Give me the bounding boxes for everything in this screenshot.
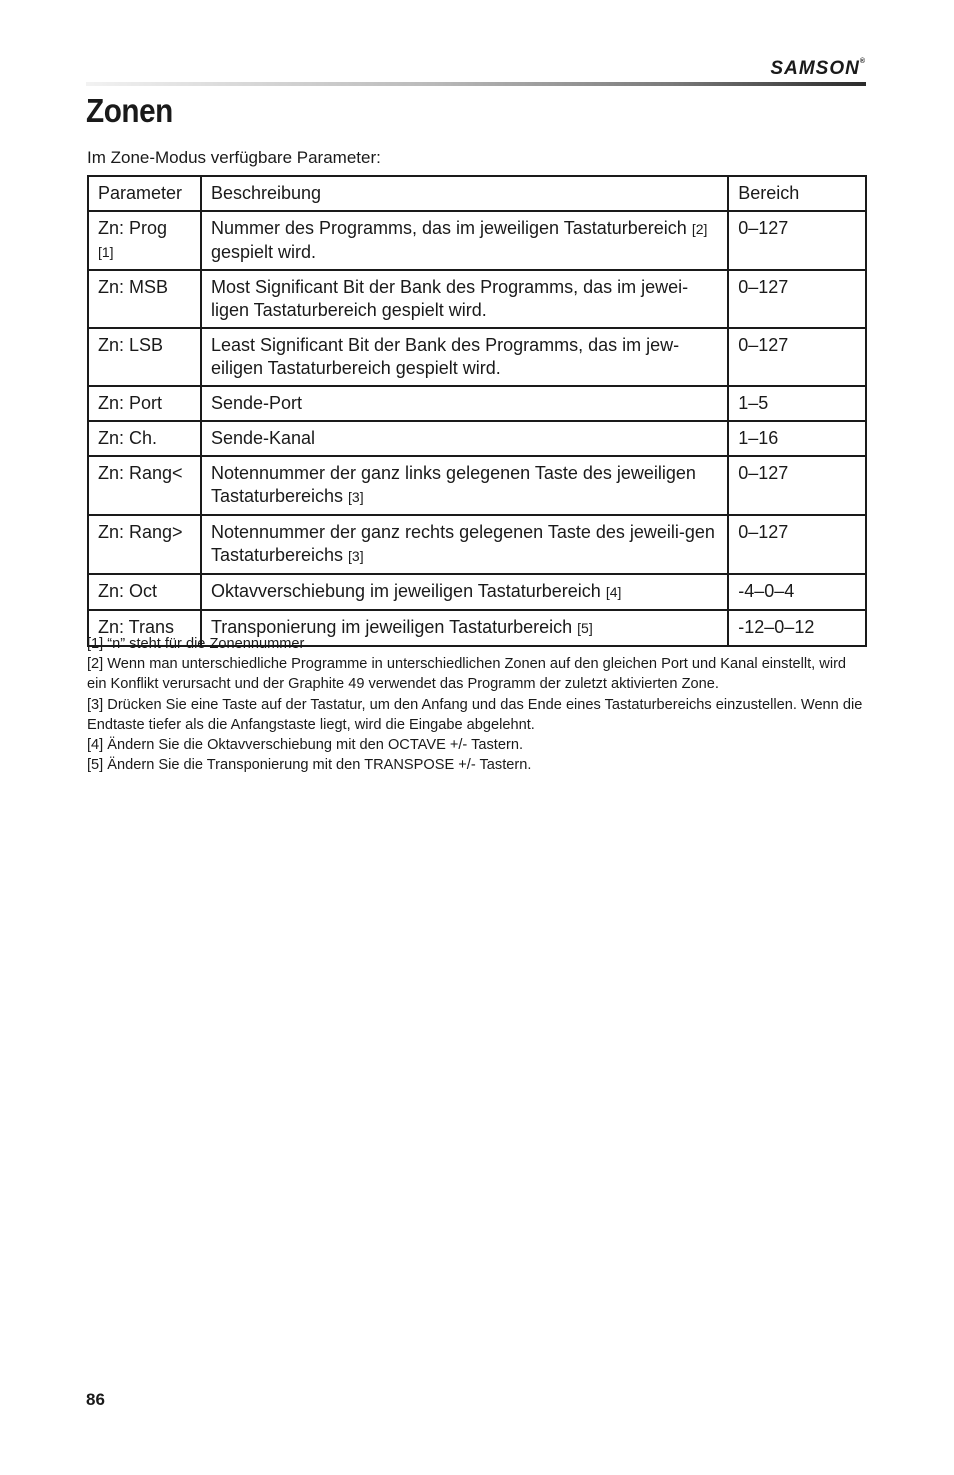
footnote-reference: [1] [98, 244, 114, 260]
table-header-row [88, 176, 866, 211]
footnote-reference: [5] [577, 620, 593, 636]
description-text-tail: gespielt wird. [210, 242, 316, 262]
parameter-cell [88, 421, 201, 456]
table-row [88, 421, 866, 456]
description-text: Least Significant Bit der Bank des Programms, das im jew-eiligen Tastaturbereich gespielt wird. [210, 335, 680, 378]
parameter-name: Zn: Port [98, 393, 163, 413]
parameter-cell [88, 328, 201, 386]
description-cell [201, 421, 728, 456]
footnotes [87, 634, 867, 775]
intro-text: Im Zone-Modus verfügbare Parameter: [87, 148, 381, 167]
parameter-cell [88, 386, 201, 421]
footnote: [1] “n” steht für die Zonennummer [87, 636, 305, 652]
description-cell [201, 386, 728, 421]
parameter-cell [88, 515, 201, 574]
description-cell [201, 328, 728, 386]
brand-trademark: ® [859, 58, 866, 65]
parameter-cell [88, 211, 201, 270]
parameter-cell [88, 456, 201, 515]
table-row [88, 515, 866, 574]
table-row [88, 211, 866, 270]
header-rule [86, 82, 866, 86]
parameter-cell [88, 270, 201, 328]
range-cell: -12–0–12 [728, 610, 866, 646]
header-range: Bereich [728, 176, 866, 211]
parameter-cell [88, 574, 201, 610]
parameter-name: Zn: Oct [98, 581, 158, 601]
description-cell [201, 574, 728, 610]
description-cell [201, 211, 728, 270]
range-cell: 0–127 [728, 515, 866, 574]
range-cell: 0–127 [728, 456, 866, 515]
footnote-reference: [3] [348, 548, 364, 564]
parameter-name: Zn: Rang> [98, 522, 183, 542]
parameter-name: Zn: Prog [98, 218, 168, 238]
table-row [88, 456, 866, 515]
description-text: Nummer des Programms, das im jeweiligen Tastaturbereich [210, 218, 687, 238]
range-cell: 0–127 [728, 270, 866, 328]
table-row [88, 574, 866, 610]
parameter-name: Zn: Ch. [98, 428, 158, 448]
table-row [88, 386, 866, 421]
description-text: Notennummer der ganz rechts gelegenen Taste des jeweili-gen Tastaturbereichs [210, 522, 715, 565]
description-text: Transponierung im jeweiligen Tastaturbereich [210, 617, 578, 637]
description-cell [201, 270, 728, 328]
range-cell: 1–5 [728, 386, 866, 421]
range-cell: -4–0–4 [728, 574, 866, 610]
footnote: [2] Wenn man unterschiedliche Programme in unterschiedlichen Zonen auf den gleichen Port und Kanal einstellt, wird ein Konflikt verursacht und der Graphite 49 verwendet das Programm der zuletzt aktivierten Zone. [87, 656, 847, 693]
description-text: Most Significant Bit der Bank des Programms, das im jewei-ligen Tastaturbereich gespielt wird. [210, 277, 689, 320]
table-row [88, 328, 866, 386]
page-title: Zonen [86, 92, 173, 129]
range-cell: 0–127 [728, 211, 866, 270]
range-cell: 1–16 [728, 421, 866, 456]
description-text: Notennummer der ganz links gelegenen Taste des jeweiligen Tastaturbereichs [210, 463, 696, 506]
footnote-reference: [4] [605, 584, 622, 600]
description-cell [201, 456, 728, 515]
description-text: Sende-Port [210, 393, 303, 413]
header-parameter: Parameter [88, 176, 201, 211]
brand-logo [770, 58, 866, 80]
parameter-name: Zn: LSB [98, 335, 164, 355]
footnote: [4] Ändern Sie die Oktavverschiebung mit den OCTAVE +/- Tastern. [87, 737, 523, 754]
description-text: Oktavverschiebung im jeweiligen Tastaturbereich [210, 581, 606, 601]
footnote: [3] Drücken Sie eine Taste auf der Tastatur, um den Anfang und das Ende eines Tastaturbereichs einzustellen. Wenn die Endtaste tiefer als die Anfangstaste liegt, wird die Eingabe abgelehnt. [87, 696, 863, 733]
table-row [88, 270, 866, 328]
footnote-reference: [3] [348, 489, 364, 505]
description-text: Sende-Kanal [210, 428, 316, 448]
table-body [88, 211, 866, 646]
range-cell: 0–127 [728, 328, 866, 386]
parameter-name: Zn: Trans [98, 617, 175, 637]
page-number: 86 [86, 1390, 105, 1409]
brand-name: SAMSON [770, 58, 860, 79]
footnote: [5] Ändern Sie die Transponierung mit den TRANSPOSE +/- Tastern. [87, 757, 532, 774]
parameter-name: Zn: MSB [98, 277, 169, 297]
description-cell [201, 515, 728, 574]
parameter-name: Zn: Rang< [98, 463, 183, 483]
footnote-reference: [2] [691, 221, 708, 237]
header-description: Beschreibung [201, 176, 728, 211]
parameter-table [87, 175, 867, 647]
